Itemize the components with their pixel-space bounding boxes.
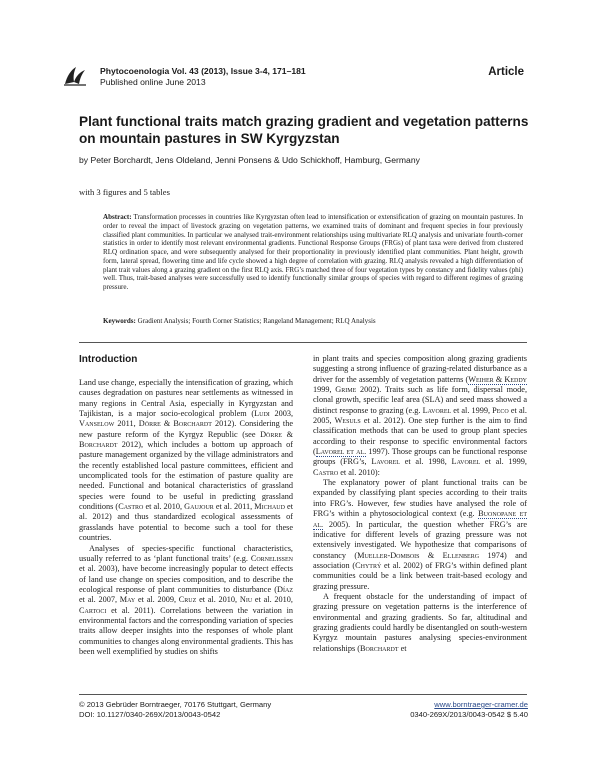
footer-right bbox=[410, 700, 528, 720]
publisher-logo-icon bbox=[62, 64, 88, 88]
doi: DOI: 10.1127/0340-269X/2013/0043-0542 bbox=[79, 710, 221, 719]
abstract-label: Abstract: bbox=[103, 213, 132, 221]
section-divider bbox=[79, 342, 527, 343]
price-code: 0340-269X/2013/0043-0542 $ 5.40 bbox=[410, 710, 528, 719]
copyright-notice: © 2013 Gebrüder Borntraeger, 70176 Stuttgart, Germany bbox=[79, 700, 272, 709]
keywords-text: Gradient Analysis; Fourth Corner Statistics; Rangeland Management; RLQ Analysis bbox=[137, 317, 376, 325]
abstract bbox=[103, 213, 523, 292]
keywords bbox=[103, 317, 523, 326]
author-line: by Peter Borchardt, Jens Oldeland, Jenni Ponsens & Udo Schickhoff, Hamburg, Germany bbox=[79, 155, 420, 165]
paper-title: Plant functional traits match grazing gradient and vegetation patterns on mountain pastures in SW Kyrgyzstan bbox=[79, 114, 529, 146]
publisher-url-link[interactable]: www.borntraeger-cramer.de bbox=[434, 700, 528, 709]
paragraph: Analyses of species-specific functional characteristics, usually referred to as ‘plant functional traits’ (e.g. Cornelissen et al. 2003), have become increasingly popular to detect effects of land use change on species composition, and to describe the ecological response of plant communities to disturbance (Díaz et al. 2007, May et al. 2009, Cruz et al. 2010, Niu et al. 2010, Cartoci et al. 2011). Correlations between the variation in environmental factors and the corresponding variation of species traits allow deeper insights into the responses of whole plant communities to changes along environmental gradients. This has been well exemplified by studies on shifts bbox=[79, 543, 293, 656]
keywords-label: Keywords: bbox=[103, 317, 136, 325]
abstract-text: Transformation processes in countries like Kyrgyzstan often lead to intensification or extensification of grazing on mountain pastures. In order to reveal the impact of livestock grazing on vegetation patterns, we examined traits of dominant and frequent species in four previously classified plant communities. In particular we analysed trait-environment relationships using multivariate RLQ analysis and univariate fourth-corner statistics in order to identify most relevant environmental gradients. Functional Response Groups (FRGs) of plant taxa were derived from clustered RLQ ordination space, and were subsequently analysed for their proportionality in previously identified plant communities. Plant height, growth form, lateral spread, flowering time and life cycle showed a high degree of correlation with grazing. RLQ analysis revealed a high differentiation of plant trait values along a grazing gradient on the first RLQ axis. FRG’s matched three of four vegetation types by constancy and fidelity values (phi) well. Thus, trait-based analyses were successfully used to identify functionally similar groups of species with regard to different regimes of grazing pressure. bbox=[103, 213, 523, 291]
journal-citation: Phytocoenologia Vol. 43 (2013), Issue 3-4, 171–181 bbox=[100, 66, 306, 76]
figures-tables-note: with 3 figures and 5 tables bbox=[79, 187, 170, 197]
body-column-right bbox=[313, 354, 527, 654]
paragraph: The explanatory power of plant functional traits can be expanded by classifying plant species according to their traits into FRG’s. However, few studies have analysed the role of FRG’s within a phytosociological context (e.g. Buonopane et al. 2005). In particular, the question whether FRG’s are indicative for different levels of grazing pressure was not extensively investigated. We hypothesize that comparisons of constancy (Mueller-Dombois & Ellenberg 1974) and association (Chytrý et al. 2002) of FRG’s within defined plant communities could be a link between trait-based ecology and grazing pressure. bbox=[313, 478, 527, 591]
publication-date: Published online June 2013 bbox=[100, 77, 206, 87]
paragraph: Land use change, especially the intensification of grazing, which causes degradation on pastures near settlements as witnessed in many regions in Central Asia, especially in Kyrgyzstan and Tajikistan, is a major socio-ecological problem (Ludi 2003, Vanselow 2011, Dörre & Borchardt 2012). Considering the new pasture reform of the Kyrgyz Republic (see Dörre & Borchardt 2012), which includes a bottom up approach of pasture management organized by the village administrators and the recently established local pasture committees, efficient and uncomplicated tools for the estimation of pasture quality are needed. Functional and botanical characteristics of grassland species were found to be useful in predicting grassland conditions (Castro et al. 2010, Gaujour et al. 2011, Michaud et al. 2012) and thus standardized ecological assessments of grasslands have potential to become such a tool for these countries. bbox=[79, 378, 294, 543]
paragraph: in plant traits and species composition along grazing gradients suggesting a strong influence of grazing-related disturbance as a driver for the assembly of vegetation patterns (Weiher & Keddy 1999, Grime 2002). Traits such as life form, dispersal mode, clonal growth, specific leaf area (SLA) and seed mass showed a distinct response to grazing (e.g. Lavorel et al. 1999, Peco et al. 2005, Wesuls et al. 2012). One step further is the aim to find classification methods that can be used to group plant species according to their response to specific environmental factors (Lavorel et al. 1997). Those groups can be functional response groups (FRG’s, Lavorel et al. 1998, Lavorel et al. 1999, Castro et al. 2010): bbox=[313, 354, 528, 477]
paragraph: A frequent obstacle for the understanding of impact of grazing pressure on vegetation patterns is the interference of environmental and grazing gradients. So far, altitudinal and grazing gradients could hardly be disentangled on south-western Kyrgyz mountain pastures analysing species-environment relationships (Borchardt et bbox=[313, 591, 527, 653]
footer-left bbox=[79, 700, 271, 720]
body-column-left bbox=[79, 378, 293, 657]
article-type-label: Article bbox=[488, 66, 524, 78]
footer-divider bbox=[79, 694, 527, 695]
section-heading-introduction: Introduction bbox=[79, 354, 138, 365]
